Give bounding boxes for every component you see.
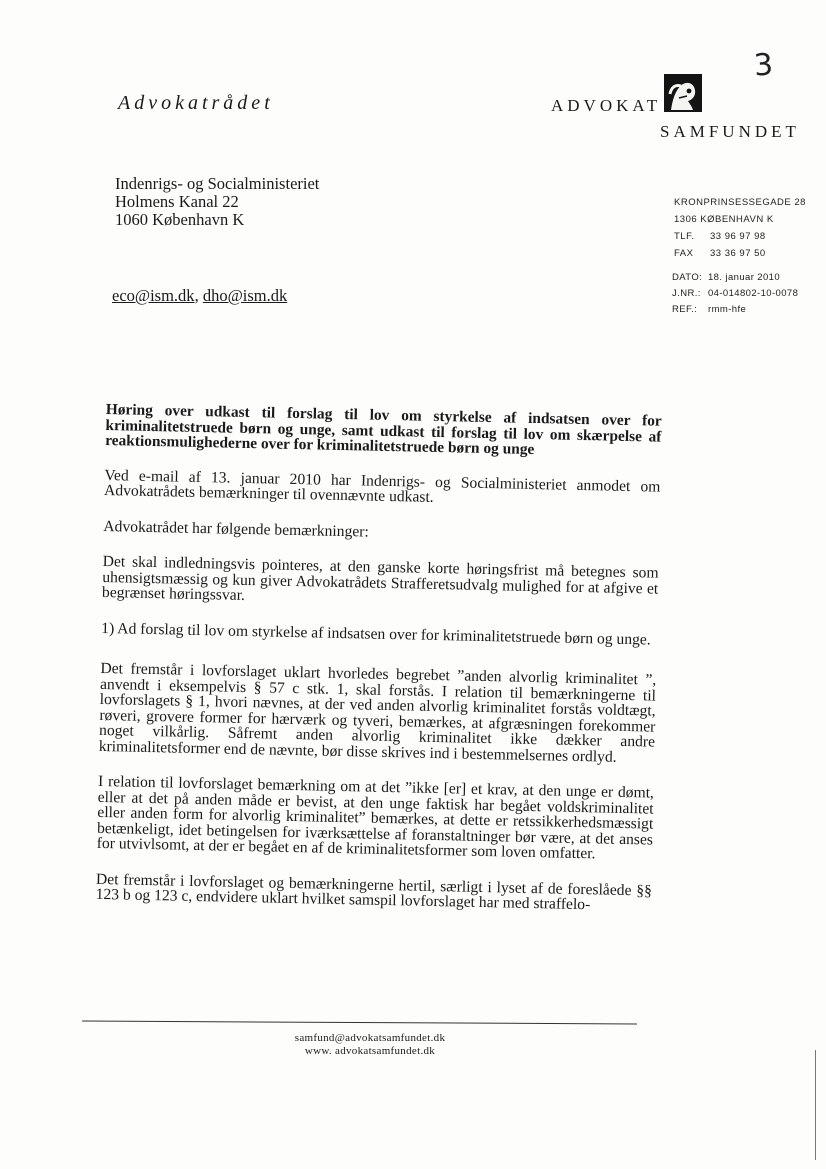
sender-street: KRONPRINSESSEGADE 28	[674, 197, 806, 208]
recipient-address	[115, 175, 319, 229]
scan-edge-mark	[815, 1050, 816, 1160]
paragraph: I relation til lovforslaget bemærkning om at det ”ikke [er] et krav, at den unge er dømt, eller at det på anden måde er bevist, at den unge faktisk har begået voldskriminalitet eller anden form for alvorlig kriminalitet” bemærkes, at dette er retssikkerhedsmæssigt betænkeligt, idet betingelsen for iværksættelse af foranstaltninger bør være, at det anses for utvivlsomt, at der er begået en af de kriminalitetsformer som loven omfatter.	[96, 772, 655, 863]
recipient-emails	[112, 286, 287, 306]
recipient-line: 1060 København K	[115, 210, 245, 229]
phone-label: TLF.	[674, 231, 695, 242]
sender-fax	[674, 245, 806, 262]
ref-value: rmm-hfe	[708, 304, 747, 315]
fax-value: 33 36 97 50	[710, 248, 766, 259]
ref-row	[672, 302, 798, 318]
paragraph: Det fremstår i lovforslaget uklart hvorledes begrebet ”anden alvorlig kriminalitet ”, anvendt i eksempelvis § 57 c stk. 1, skal forstås. I relation til bemærkningerne til lovforslagets § 1, hvori nævnes, at der ved anden alvorlig kriminalitet forstås voldtægt, røveri, grovere former for hærværk og tyveri, bemærkes, at afgræsningen forekommer noget vilkårlig. Såfremt anden alvorlig kriminalitet ikke dækker andre kriminalitetsformer end de nævnte, bør disse skrives ind i bestemmelsernes ordlyd.	[98, 659, 657, 766]
logo-emblem-icon	[661, 70, 707, 116]
date-row	[672, 270, 798, 286]
letter-meta	[672, 270, 798, 318]
org-title: Advokatrådet	[118, 92, 274, 114]
footer-email[interactable]: samfund@advokatsamfundet.dk	[294, 1032, 446, 1044]
email-link[interactable]: dho@ism.dk	[202, 286, 288, 305]
jnr-row	[672, 286, 798, 302]
recipient-line: Indenrigs- og Socialministeriet	[115, 174, 320, 193]
letter-body	[95, 402, 662, 934]
email-separator: ,	[194, 286, 203, 305]
footer	[250, 1032, 490, 1058]
footer-web[interactable]: www. advokatsamfundet.dk	[304, 1045, 436, 1057]
fax-label: FAX	[674, 248, 694, 259]
sender-address	[674, 194, 806, 262]
recipient-line: Holmens Kanal 22	[115, 192, 239, 211]
phone-value: 33 96 97 98	[710, 231, 766, 242]
ref-label: REF.:	[672, 304, 698, 315]
footer-divider	[82, 1021, 637, 1025]
sender-city: 1306 KØBENHAVN K	[674, 214, 774, 225]
logo-word-samfundet: SAMFUNDET	[660, 122, 800, 141]
jnr-value: 04-014802-10-0078	[708, 288, 799, 299]
jnr-label: J.NR.:	[672, 288, 701, 299]
paragraph: Det fremstår i lovforslaget og bemærkningerne hertil, særligt i lyset af de foreslåede §§ 123 b og 123 c, endvidere uklart hvilket samspil lovforslaget har med straffelo-	[95, 870, 653, 914]
paragraph: Det skal indledningsvis pointeres, at den ganske korte høringsfrist må betegnes som uhensigtsmæssig og kun giver Advokatrådets Strafferetsudvalg mulighed for at afgive et begrænset høringssvar.	[101, 552, 659, 604]
paragraph: Advokatrådet har følgende bemærkninger:	[103, 517, 369, 541]
paragraph: Ved e-mail af 13. januar 2010 har Indenrigs- og Socialministeriet anmodet om Advokatrådets bemærkninger til ovennævnte udkast.	[103, 466, 661, 506]
page-number: 3	[752, 47, 775, 84]
section-heading: 1) Ad forslag til lov om styrkelse af indsatsen over for kriminalitetstruede børn og unge.	[101, 619, 651, 648]
date-value: 18. januar 2010	[708, 272, 781, 283]
letter-subject: Høring over udkast til forslag til lov om styrkelse af indsatsen over for kriminalitetstruede børn og unge, samt udkast til forslag til lov om skærpelse af reaktionsmulighederne over for kriminalitetstruede børn og unge	[105, 401, 662, 458]
date-label: DATO:	[672, 272, 703, 283]
email-link[interactable]: eco@ism.dk	[112, 286, 195, 305]
sender-phone	[674, 228, 806, 245]
logo-word-advokat: ADVOKAT	[551, 96, 662, 115]
